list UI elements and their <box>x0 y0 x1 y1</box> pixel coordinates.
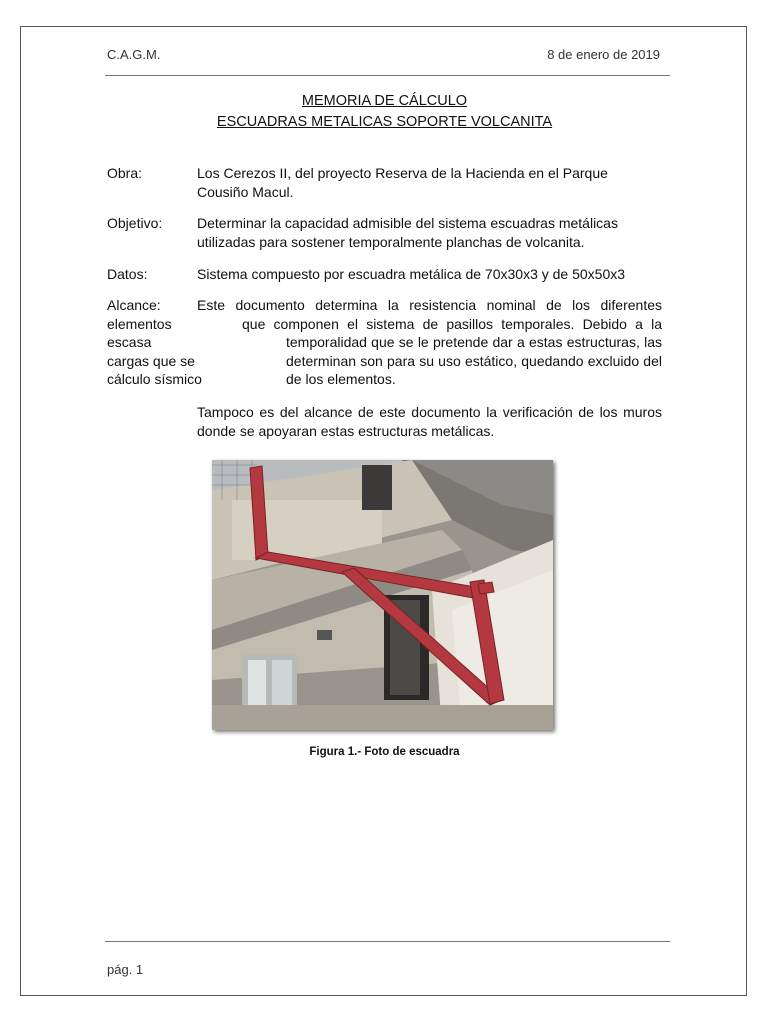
alcance-line-2: que componen el sistema de pasillos temporales. Debido a la <box>242 315 662 332</box>
datos-text: Sistema compuesto por escuadra metálica de 70x30x3 y de 50x50x3 <box>197 266 626 282</box>
objetivo-label: Objetivo: <box>107 215 163 231</box>
figure-caption: Figura 1.- Foto de escuadra <box>309 746 460 758</box>
obra-label: Obra: <box>107 165 143 181</box>
bracket-photo <box>212 460 553 730</box>
header-author: C.A.G.M. <box>107 47 161 62</box>
alcance-col-3: cargas que se <box>107 352 195 369</box>
document-subtitle: ESCUADRAS METALICAS SOPORTE VOLCANITA <box>216 114 553 130</box>
objetivo-row <box>107 214 662 254</box>
alcance-line-1: Este documento determina la resistencia nominal de los diferentes <box>197 297 662 313</box>
document-page <box>20 26 747 996</box>
alcance-label: Alcance: <box>107 297 161 313</box>
page-number: pág. 1 <box>107 962 144 977</box>
obra-row <box>107 164 662 204</box>
datos-row <box>107 265 662 285</box>
alcance-line-5: de los elementos. <box>286 371 396 387</box>
document-title: MEMORIA DE CÁLCULO <box>301 93 468 109</box>
datos-label: Datos: <box>107 266 148 282</box>
alcance-line-3: temporalidad que se le pretende dar a estas estructuras, las <box>286 334 662 350</box>
objetivo-text: Determinar la capacidad admisible del sistema escuadras metálicas utilizadas para sostener temporalmente planchas de volcanita. <box>197 215 618 250</box>
header-date: 8 de enero de 2019 <box>547 47 660 62</box>
alcance-col-2: escasa <box>107 334 152 350</box>
alcance-col-1: elementos <box>107 315 172 332</box>
tampoco-text: Tampoco es del alcance de este documento la verificación de los muros donde se apoyaran estas estructuras metálicas. <box>197 404 662 439</box>
alcance-line-4: determinan son para su uso estático, quedando excluido del <box>286 352 662 369</box>
alcance-col-4: cálculo sísmico <box>107 371 202 387</box>
tampoco-row <box>107 403 662 443</box>
footer-divider <box>105 941 670 942</box>
header-divider <box>105 75 670 76</box>
obra-text: Los Cerezos II, del proyecto Reserva de la Hacienda en el Parque Cousiño Macul. <box>197 165 608 200</box>
